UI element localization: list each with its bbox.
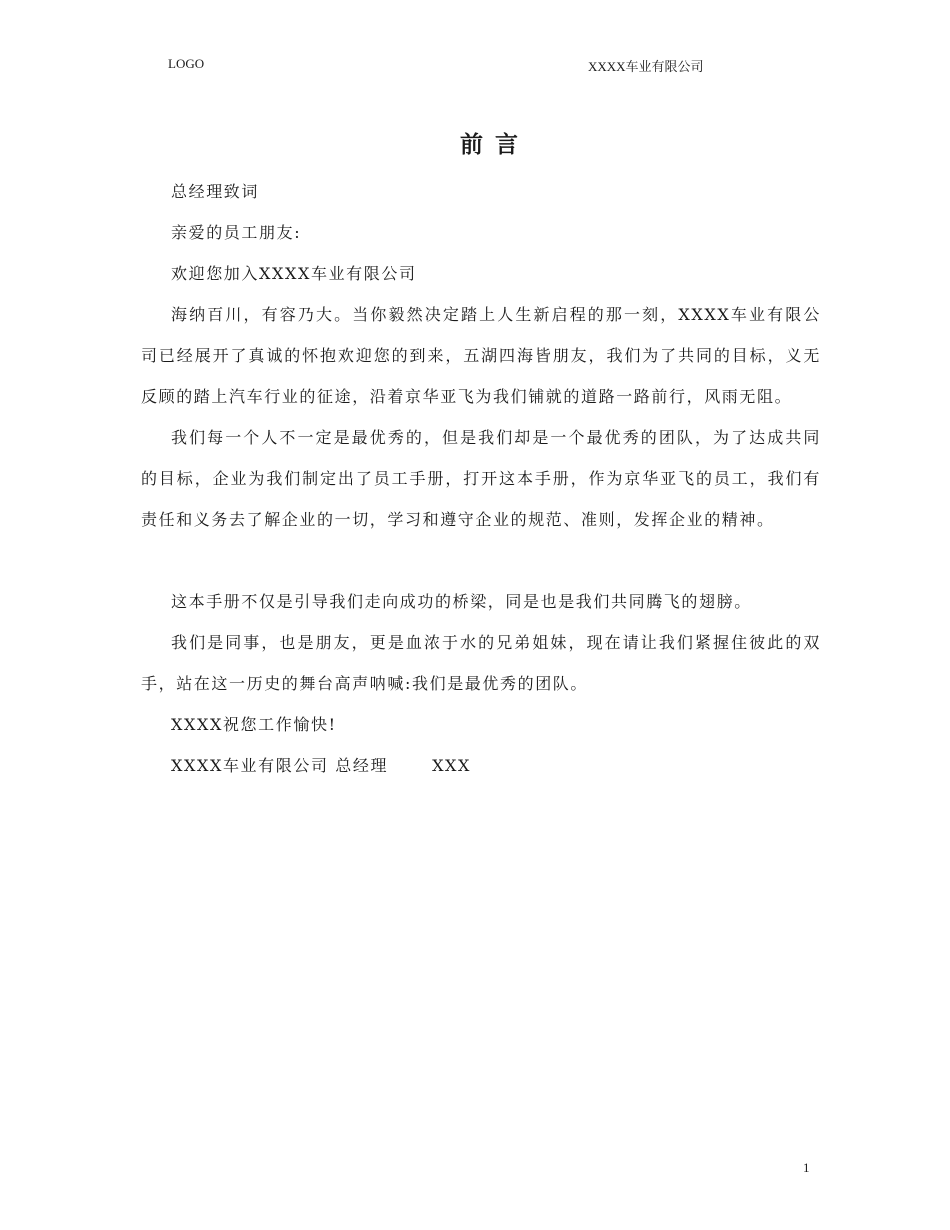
paragraph-greeting-title: 总经理致词 (171, 182, 260, 201)
paragraph-welcome: 欢迎您加入XXXX车业有限公司 (171, 264, 417, 283)
signature-line (141, 745, 821, 786)
paragraph-wishes: XXXX祝您工作愉快! (171, 715, 337, 734)
signature-name: XXX (432, 756, 472, 775)
page-number: 1 (803, 1160, 810, 1175)
paragraph-handbook: 这本手册不仅是引导我们走向成功的桥梁，同是也是我们共同腾飞的翅膀。 (171, 592, 752, 611)
document-body (141, 171, 821, 786)
paragraph-intro: 海纳百川，有容乃大。当你毅然决定踏上人生新启程的那一刻，XXXX车业有限公司已经展开了真诚的怀抱欢迎您的到来，五湖四海皆朋友，我们为了共同的目标，义无反顾的踏上汽车行业的征途，沿着京华亚飞为我们铺就的道路一路前行，风雨无阻。 (141, 305, 821, 406)
paragraph-salutation: 亲爱的员工朋友: (171, 223, 302, 242)
paragraph-colleagues: 我们是同事，也是朋友，更是血浓于水的兄弟姐妹，现在请让我们紧握住彼此的双手，站在这一历史的舞台高声呐喊:我们是最优秀的团队。 (141, 633, 821, 693)
header-company: XXXX车业有限公司 (588, 59, 704, 74)
paragraph-team: 我们每一个人不一定是最优秀的，但是我们却是一个最优秀的团队，为了达成共同的目标，企业为我们制定出了员工手册，打开这本手册，作为京华亚飞的员工，我们有责任和义务去了解企业的一切，学习和遵守企业的规范、准则，发挥企业的精神。 (141, 428, 821, 529)
signature-org-title: XXXX车业有限公司 总经理 (171, 756, 389, 775)
header-logo: LOGO (168, 56, 205, 71)
page-title: 前言 (460, 131, 530, 158)
